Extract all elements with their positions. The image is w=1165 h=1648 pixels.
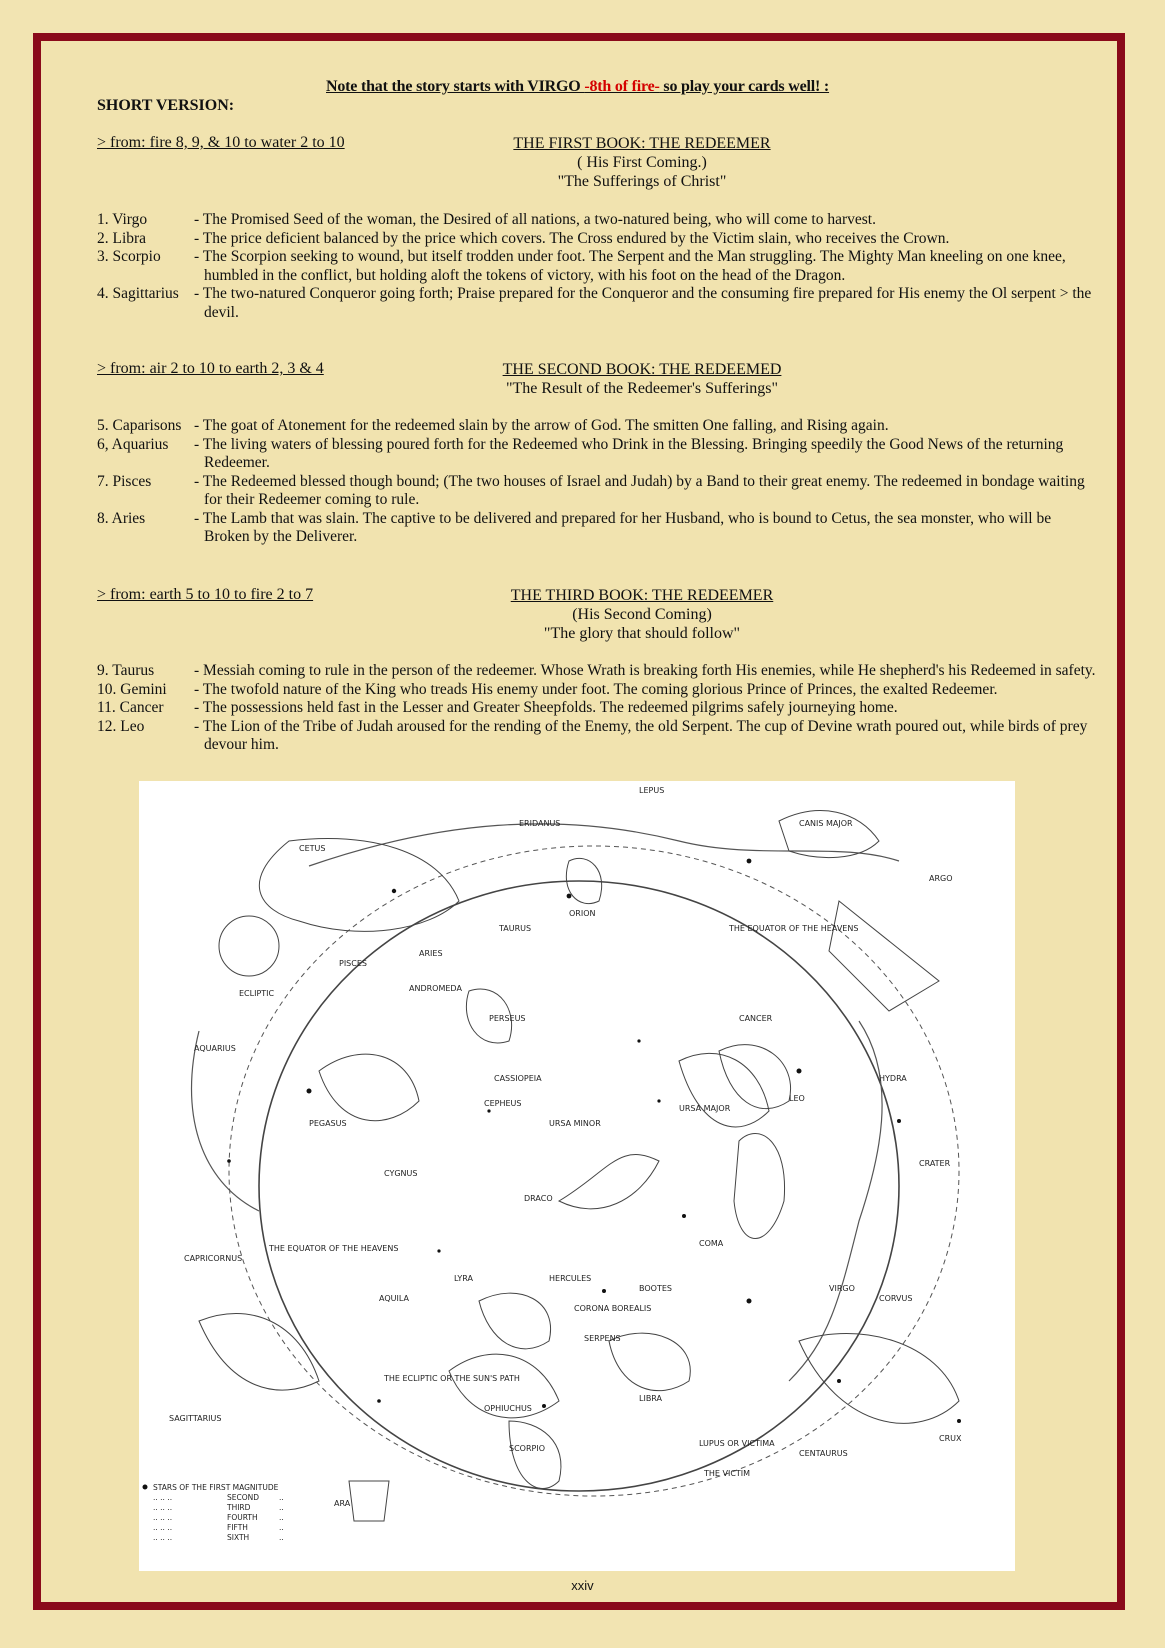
label-cepheus: CEPHEUS <box>484 1099 522 1108</box>
book-range: > from: earth 5 to 10 to fire 2 to 7 <box>97 586 314 603</box>
label-capricornus: CAPRICORNUS <box>184 1254 243 1263</box>
list-item <box>97 230 1097 249</box>
item-text: - The two-natured Conqueror going forth; Praise prepared for the Conqueror and the consuming fire prepared for His enemy the Ol serpent > the devil. <box>194 285 1092 321</box>
list-item <box>97 718 1097 755</box>
item-label: 4. Sagittarius <box>97 285 179 302</box>
list-item <box>97 211 1097 230</box>
ecliptic-circle <box>259 881 899 1491</box>
hydra-serpent <box>789 1021 882 1381</box>
list-item <box>97 436 1097 473</box>
label-centaurus: CENTAURUS <box>799 1449 848 1458</box>
label-equator-top: THE EQUATOR OF THE HEAVENS <box>729 924 859 933</box>
book-range: > from: air 2 to 10 to earth 2, 3 & 4 <box>97 360 324 377</box>
list-item <box>97 417 1097 436</box>
label-cassiopeia: CASSIOPEIA <box>494 1074 542 1083</box>
eridanus-river <box>309 824 899 866</box>
equator-circle <box>229 846 959 1496</box>
star-chart-svg <box>139 781 1015 1571</box>
label-aquarius: AQUARIUS <box>194 1044 236 1053</box>
argo-figure <box>829 901 939 1011</box>
legend-first: STARS OF THE FIRST MAGNITUDE <box>153 1483 279 1492</box>
item-label: 11. Cancer <box>97 699 164 716</box>
label-lepus: LEPUS <box>639 786 665 795</box>
legend-marks-end: .. <box>279 1513 284 1522</box>
legend-second: SECOND <box>227 1493 260 1502</box>
pegasus-figure <box>319 1054 419 1121</box>
list-item <box>97 681 1097 700</box>
item-text: - The Lamb that was slain. The captive to be delivered and prepared for her Husband, who is bound to Cetus, the sea monster, who will be Broken by the Deliverer. <box>194 509 1052 545</box>
book-title: THE SECOND BOOK: THE REDEEMED <box>502 361 782 378</box>
item-text: - The Scorpion seeking to wound, but itself trodden under foot. The Serpent and the Man struggling. The Mighty Man kneeling on one knee, humbled in the conflict, but holding aloft the tokens of victory, with his foot on the head of the Dragon. <box>194 248 1066 284</box>
label-sagittarius: SAGITTARIUS <box>169 1414 222 1423</box>
list-item <box>97 699 1097 718</box>
magnitude-legend <box>143 1483 284 1542</box>
label-crater: CRATER <box>919 1159 951 1168</box>
list-item <box>97 248 1097 285</box>
label-scorpio: SCORPIO <box>509 1444 545 1453</box>
note-text: Note that the story starts with VIRGO <box>326 78 585 95</box>
label-bootes: BOOTES <box>639 1284 672 1293</box>
item-text: - The Promised Seed of the woman, the Desired of all nations, a two-natured being, who will come to harvest. <box>194 211 876 228</box>
ursa-major-figure <box>679 1053 769 1127</box>
legend-marks-end: .. <box>279 1493 284 1502</box>
label-perseus: PERSEUS <box>489 1014 526 1023</box>
book-items <box>97 417 1097 547</box>
book-subtitle: (His Second Coming) <box>572 606 712 623</box>
label-ursa-minor: URSA MINOR <box>549 1119 601 1128</box>
list-item <box>97 510 1097 547</box>
libra-figure <box>609 1333 690 1391</box>
draco-figure <box>559 1155 659 1209</box>
label-corvus: CORVUS <box>879 1294 913 1303</box>
legend-fifth: FIFTH <box>227 1523 248 1532</box>
label-draco: DRACO <box>524 1194 553 1203</box>
legend-marks: .. .. .. <box>153 1533 173 1542</box>
label-lyra: LYRA <box>454 1274 473 1283</box>
star-chart-illustration <box>139 781 1015 1571</box>
legend-fourth: FOURTH <box>227 1513 258 1522</box>
intro-note <box>326 78 829 96</box>
page-number: xxiv <box>571 1578 594 1593</box>
item-label: 5. Caparisons <box>97 417 182 434</box>
label-orion: ORION <box>569 909 596 918</box>
label-equator-bottom: THE EQUATOR OF THE HEAVENS <box>269 1244 399 1253</box>
label-cetus: CETUS <box>299 844 326 853</box>
label-crux: CRUX <box>939 1434 962 1443</box>
label-virgo: VIRGO <box>829 1284 855 1293</box>
book-heading <box>382 134 902 191</box>
item-text: - The living waters of blessing poured forth for the Redeemed who Drink in the Blessing. Bringing speedily the Good News of the returning Redeemer. <box>194 435 1064 471</box>
label-ecliptic-top: ECLIPTIC <box>239 989 275 998</box>
label-lupus: LUPUS OR VICTIMA <box>699 1439 775 1448</box>
item-label: 8. Aries <box>97 509 146 527</box>
label-canis-major: CANIS MAJOR <box>799 819 853 828</box>
note-text-end: so play your cards well! : <box>659 78 830 95</box>
centaurus-figure <box>799 1334 959 1424</box>
label-cygnus: CYGNUS <box>384 1169 418 1178</box>
hercules-figure <box>479 1293 551 1349</box>
book-items <box>97 662 1097 755</box>
item-label: 9. Taurus <box>97 662 155 679</box>
item-text: - The possessions held fast in the Lesser and Greater Sheepfolds. The redeemed pilgrims safely journeying home. <box>194 699 898 716</box>
legend-marks: .. .. .. <box>153 1503 173 1512</box>
label-eridanus: ERIDANUS <box>519 819 561 828</box>
book-heading <box>382 586 902 643</box>
label-cancer: CANCER <box>739 1014 773 1023</box>
legend-marks: .. .. .. <box>153 1523 173 1532</box>
label-ecliptic-bottom: THE ECLIPTIC OR THE SUN'S PATH <box>384 1374 520 1383</box>
book-subtitle: "The Sufferings of Christ" <box>557 173 727 190</box>
note-highlight: -8th of fire- <box>584 78 660 95</box>
book-items <box>97 211 1097 322</box>
item-label: 10. Gemini <box>97 680 167 698</box>
label-the-victim: THE VICTIM <box>704 1469 751 1478</box>
short-version-heading: SHORT VERSION: <box>97 97 235 114</box>
label-aries: ARIES <box>419 949 443 958</box>
item-label: 12. Leo <box>97 717 145 735</box>
book-title: THE FIRST BOOK: THE REDEEMER <box>513 135 771 152</box>
label-argo: ARGO <box>929 874 953 883</box>
book-subtitle: "The Result of the Redeemer's Sufferings" <box>505 380 779 397</box>
book-range: > from: fire 8, 9, & 10 to water 2 to 10 <box>97 134 345 151</box>
item-label: 2. Libra <box>97 229 147 247</box>
scorpio-figure <box>509 1421 561 1489</box>
label-ophiuchus: OPHIUCHUS <box>484 1404 532 1413</box>
label-aquila: AQUILA <box>379 1294 409 1303</box>
aquarius-stream <box>192 1031 260 1211</box>
item-text: - Messiah coming to rule in the person of the redeemer. Whose Wrath is breaking forth His enemies, while He shepherd's his Redeemed in safety. <box>194 662 1096 679</box>
item-label: 6, Aquarius <box>97 435 169 453</box>
label-andromeda: ANDROMEDA <box>409 984 462 993</box>
item-text: - The twofold nature of the King who treads His enemy under foot. The coming glorious Prince of Princes, the exalted Redeemer. <box>194 680 998 698</box>
legend-marks: .. .. .. <box>153 1493 173 1502</box>
label-corona-borealis: CORONA BOREALIS <box>574 1304 652 1313</box>
item-label: 1. Virgo <box>97 211 148 228</box>
legend-sixth: SIXTH <box>227 1533 250 1542</box>
label-hercules: HERCULES <box>549 1274 592 1283</box>
book-heading <box>382 360 902 398</box>
sagittarius-figure <box>199 1314 319 1391</box>
item-label: 7. Pisces <box>97 472 152 490</box>
cetus-figure <box>259 839 459 932</box>
item-text: - The Redeemed blessed though bound; (The two houses of Israel and Judah) by a Band to their great enemy. The redeemed in bondage waiting for their Redeemer coming to rule. <box>194 472 1085 508</box>
label-ara: ARA <box>334 1499 351 1508</box>
legend-marks-end: .. <box>279 1533 284 1542</box>
label-ursa-major: URSA MAJOR <box>679 1104 731 1113</box>
label-libra: LIBRA <box>639 1394 663 1403</box>
book-subtitle: "The glory that should follow" <box>543 625 741 642</box>
item-text: - The goat of Atonement for the redeemed slain by the arrow of God. The smitten One falling, and Rising again. <box>194 417 889 434</box>
legend-marks-end: .. <box>279 1523 284 1532</box>
item-label: 3. Scorpio <box>97 248 161 265</box>
label-taurus: TAURUS <box>499 924 532 933</box>
label-hydra: HYDRA <box>879 1074 907 1083</box>
item-text: - The Lion of the Tribe of Judah aroused for the rending of the Enemy, the old Serpent. The cup of Devine wrath poured out, while birds of prey devour him. <box>194 717 1088 753</box>
constellation-labels <box>169 786 962 1508</box>
book-subtitle: ( His First Coming.) <box>577 154 707 171</box>
legend-marks-end: .. <box>279 1503 284 1512</box>
label-pegasus: PEGASUS <box>309 1119 347 1128</box>
item-text: - The price deficient balanced by the price which covers. The Cross endured by the Victim slain, who receives the Crown. <box>194 229 950 247</box>
label-pisces: PISCES <box>339 959 367 968</box>
label-leo: LEO <box>789 1094 805 1103</box>
legend-marks: .. .. .. <box>153 1513 173 1522</box>
book-title: THE THIRD BOOK: THE REDEEMER <box>510 587 774 604</box>
list-item <box>97 662 1097 681</box>
label-coma: COMA <box>699 1239 724 1248</box>
legend-third: THIRD <box>227 1503 251 1512</box>
list-item <box>97 285 1097 322</box>
virgo-figure <box>734 1134 785 1239</box>
cetus-tail <box>219 916 279 976</box>
label-serpens: SERPENS <box>584 1334 621 1343</box>
ara-figure <box>349 1481 389 1521</box>
list-item <box>97 473 1097 510</box>
